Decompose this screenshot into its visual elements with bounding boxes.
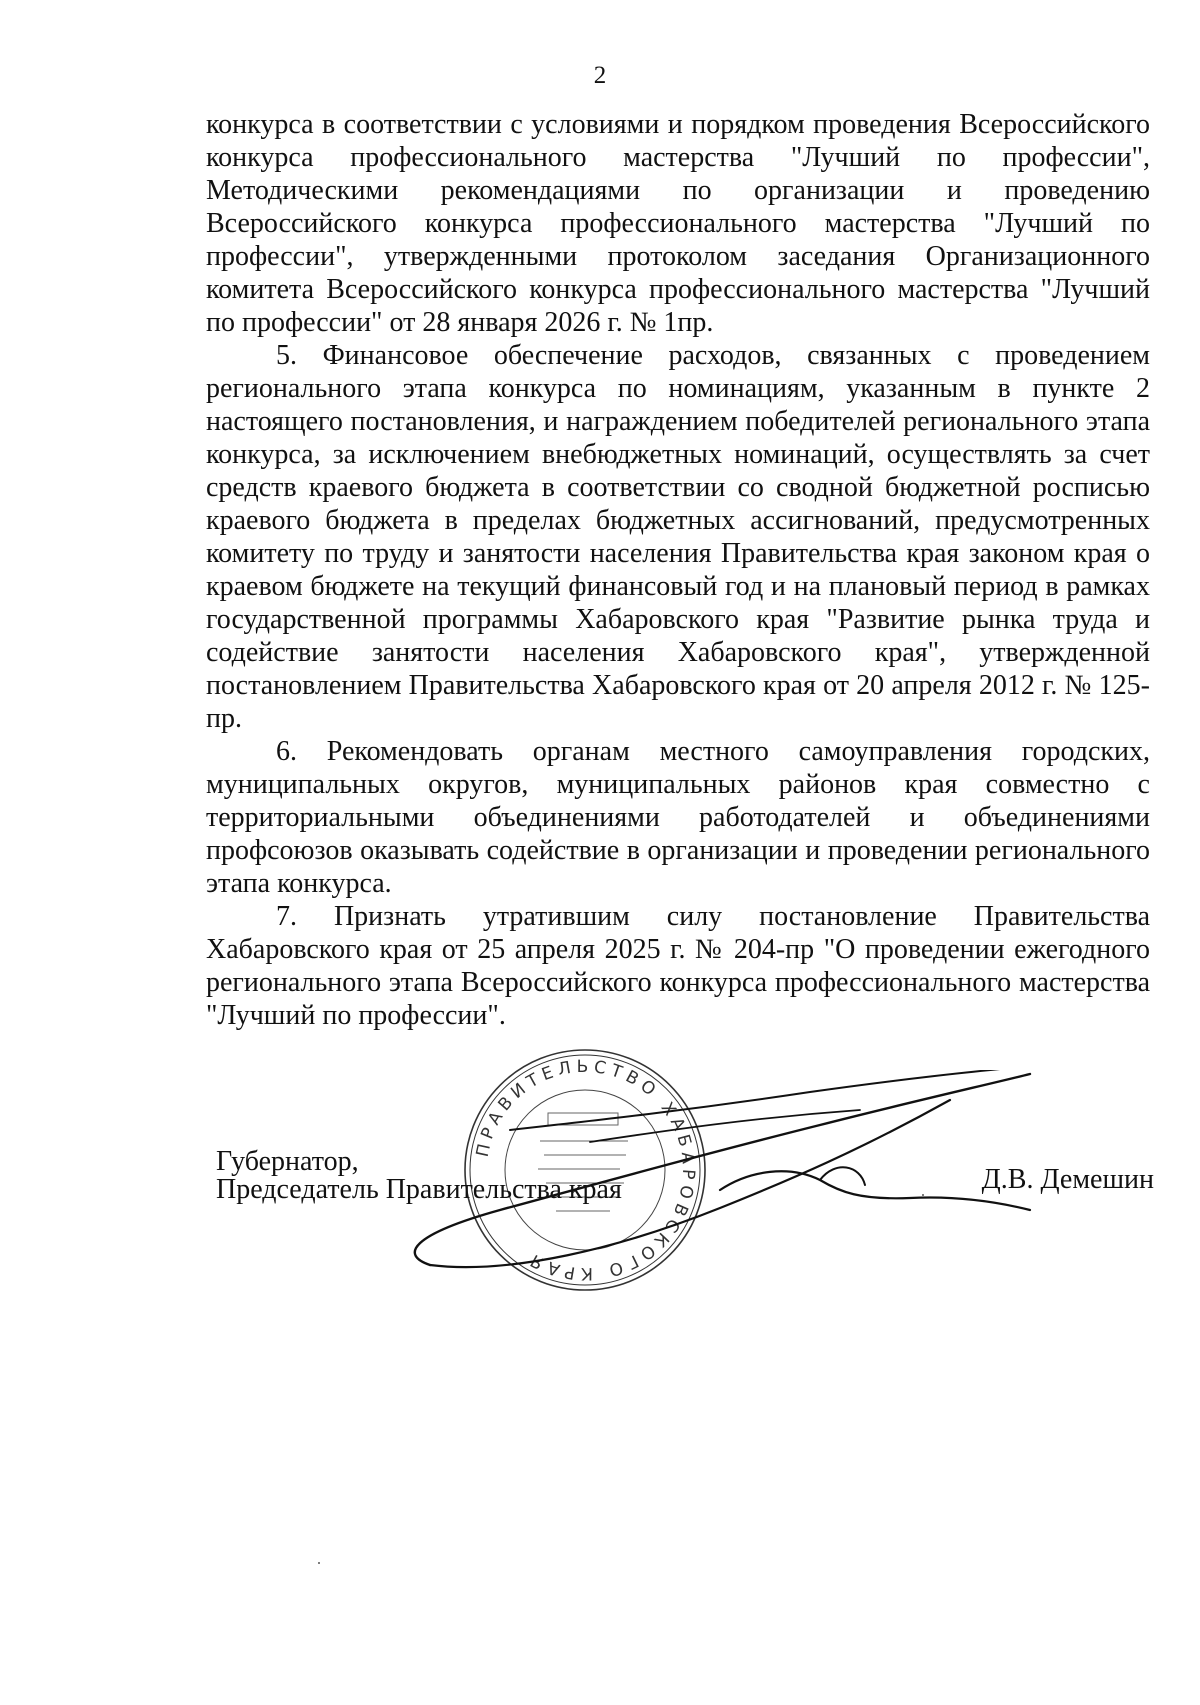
seal-text: ПРАВИТЕЛЬСТВО ХАБАРОВСКОГО КРАЯ <box>472 1056 699 1284</box>
handwritten-signature <box>390 1070 1090 1300</box>
scan-speck <box>922 1194 924 1196</box>
paragraph-continuation: конкурса в соответствии с условиями и порядком проведения Всероссийского конкурса профессионального мастерства "Лучший по профессии", Методическими рекомендациями по организации и проведению Всероссийского конкурса профессионального мастерства "Лучший по профессии", утвержденными протоколом заседания Организационного комитета Всероссийского конкурса профессионального мастерства "Лучший по профессии" от 28 января 2026 г. № 1пр. <box>206 109 1150 338</box>
signature-title-governor: Губернатор, <box>216 1146 359 1177</box>
document-body <box>206 108 1150 1032</box>
scan-speck <box>318 1562 320 1564</box>
page-number: 2 <box>593 62 607 89</box>
signature-title-chairman: Председатель Правительства края <box>216 1174 622 1205</box>
signer-name: Д.В. Демешин <box>981 1164 1154 1195</box>
paragraph-item-7: 7. Признать утратившим силу постановление Правительства Хабаровского края от 25 апреля 2025 г. № 204-пр "О проведении ежегодного регионального этапа Всероссийского конкурса профессионального мастерства "Лучший по профессии". <box>206 901 1150 1031</box>
paragraph-item-5: 5. Финансовое обеспечение расходов, связанных с проведением регионального этапа конкурса по номинациям, указанным в пункте 2 настоящего постановления, и награждением победителей регионального этапа конкурса, за исключением внебюджетных номинаций, осуществлять за счет средств краевого бюджета в соответствии со сводной бюджетной росписью краевого бюджета в пределах бюджетных ассигнований, предусмотренных комитету по труду и занятости населения Правительства края законом края о краевом бюджете на текущий финансовый год и на плановый период в рамках государственной программы Хабаровского края "Развитие рынка труда и содействие занятости населения Хабаровского края", утвержденной постановлением Правительства Хабаровского края от 20 апреля 2012 г. № 125-пр. <box>206 340 1150 734</box>
paragraph-item-6: 6. Рекомендовать органам местного самоуправления городских, муниципальных округов, муниципальных районов края совместно с территориальными объединениями работодателей и объединениями профсоюзов оказывать содействие в организации и проведении регионального этапа конкурса. <box>206 736 1150 899</box>
